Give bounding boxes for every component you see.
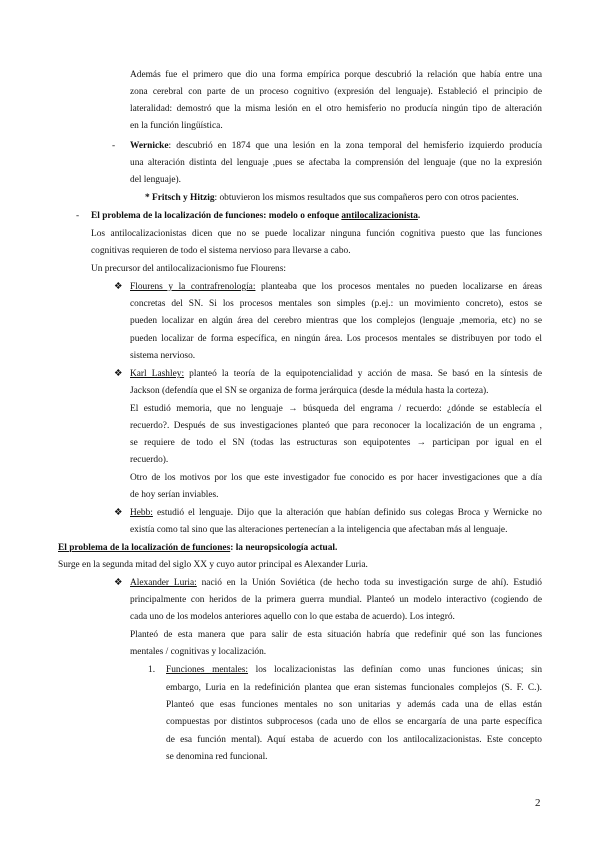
- flourens-name: Flourens y la contrafrenología:: [130, 282, 256, 292]
- lashley-line: de hoy serían inviables.: [130, 490, 219, 500]
- item1-name: Funciones mentales:: [166, 665, 249, 675]
- flourens-line: [130, 281, 542, 294]
- paragraph-line: zona cerebral con parte de un proceso cognitivo (expresión del lenguaje). Estableció el principio de: [130, 87, 542, 97]
- dash-bullet: -: [112, 141, 116, 151]
- paragraph-line: Un precursor del antilocalizacionismo fue Flourens:: [91, 264, 286, 274]
- hebb-line: existía como tal sino que las alteraciones pertenecían a la inteligencia que afectaban más al lenguaje.: [130, 525, 508, 535]
- luria-line: cada uno de los modelos anteriores aquello con lo que estaba de acuerdo). Los integró.: [130, 612, 455, 622]
- fritsch-text: : obtuvieron los mismos resultados que sus compañeros pero con otros pacientes.: [214, 193, 519, 203]
- wernicke-line: una alteración distinta del lenguaje ,pues se afectaba la comprensión del lenguaje (que no la expresión: [130, 158, 542, 168]
- item1-line: Planteó que esas funciones mentales no son unitarias y además cada una de ellas están: [166, 700, 542, 710]
- lashley-line: [130, 368, 542, 381]
- luria-line: principalmente con heridos de la primera guerra mundial. Planteó un modelo interactivo (cogiendo de: [130, 595, 542, 605]
- item1-line: se denomina red funcional.: [166, 752, 268, 762]
- lashley-line: El estudió memoria, que no lenguaje → búsqueda del engrama / recuerdo: ¿dónde se establecía el: [130, 404, 542, 414]
- dash-bullet: -: [76, 211, 80, 221]
- section-heading: [58, 542, 337, 555]
- luria-name: Alexander Luria:: [130, 578, 197, 588]
- luria-line: mentales / cognitivas y localización.: [130, 647, 267, 657]
- luria-line: [130, 577, 542, 590]
- lashley-line: Jackson (defendía que el SN se organiza de forma jerárquica (desde la médula hasta la corteza).: [130, 386, 489, 396]
- hebb-line: [130, 507, 542, 520]
- paragraph-line: Además fue el primero que dio una forma empírica porque descubrió la relación que había entre una: [130, 70, 542, 80]
- heading-rest: : la neuropsicología actual.: [230, 543, 338, 553]
- paragraph-line: cognitivas requieren de todo el sistema nervioso para llevarse a cabo.: [91, 246, 351, 256]
- section-heading: [91, 210, 420, 223]
- wernicke-text: : descubrió en 1874 que una lesión en la zona temporal del hemisferio izquierdo producía: [168, 141, 542, 151]
- flourens-line: sistema nervioso.: [130, 351, 196, 361]
- paragraph-line: Los antilocalizacionistas dicen que no se puede localizar ninguna función cognitiva puesto que las funciones: [91, 229, 542, 239]
- diamond-bullet-icon: ❖: [114, 282, 123, 292]
- flourens-line: pueden localizar de forma específica, en ningún área. Los procesos mentales se distribuyen por todo el: [130, 334, 542, 344]
- heading-underlined: antilocalizacionista: [341, 211, 418, 221]
- item1-line: embargo, Luria en la redefinición plantea que eran sistemas funcionales complejos (S. F. C.).: [166, 683, 542, 693]
- hebb-name: Hebb:: [130, 508, 153, 518]
- lashley-line: recuerdo?. Después de sus investigaciones planteó que para reconocer la localización de un engrama ,: [130, 421, 542, 431]
- lashley-line: recuerdo).: [130, 455, 169, 465]
- fritsch-line: [145, 192, 519, 205]
- item1-text: los localizacionistas las definían como unas funciones únicas; sin: [248, 665, 543, 675]
- hebb-text: estudió el lenguaje. Dijo que la alteración que habían definido sus colegas Broca y Wernicke no: [152, 508, 542, 518]
- list-number: 1.: [148, 665, 156, 675]
- diamond-bullet-icon: ❖: [114, 369, 123, 379]
- lashley-text: planteó la teoría de la equipotencialidad y acción de masa. Se basó en la síntesis de: [184, 369, 542, 379]
- paragraph-line: lateralidad: demostró que la misma lesión en el otro hemisferio no producía ningún tipo de alteración: [130, 104, 542, 114]
- paragraph-line: Surge en la segunda mitad del siglo XX y cuyo autor principal es Alexander Luria.: [58, 560, 368, 570]
- fritsch-name: * Fritsch y Hitzig: [145, 193, 215, 203]
- flourens-text: planteaba que los procesos mentales no pueden localizarse en áreas: [255, 282, 542, 292]
- wernicke-line: del lenguaje).: [130, 175, 182, 185]
- heading-underlined: El problema de la localización de funciones: [58, 543, 231, 553]
- lashley-line: Otro de los motivos por los que este investigador fue conocido es por hacer investigaciones que a día: [130, 473, 542, 483]
- luria-text: nació en la Unión Soviética (de hecho toda su investigación surge de ahí). Estudió: [196, 578, 542, 588]
- flourens-line: pueden localizar en algún área del cerebro mientras que los complejos (lenguaje ,memoria, etc) no se: [130, 316, 542, 326]
- item1-line: [166, 664, 542, 677]
- diamond-bullet-icon: ❖: [114, 508, 123, 518]
- wernicke-line: [130, 140, 542, 153]
- flourens-line: concretas del SN. Si los procesos mentales son simples (p.ej.: un movimiento concreto), estos se: [130, 299, 542, 309]
- luria-line: Planteó de esta manera que para salir de esta situación habría que redefinir qué son las funciones: [130, 630, 542, 640]
- wernicke-name: Wernicke: [130, 141, 169, 151]
- lashley-line: se requiere de todo el SN (todas las estructuras son equipotentes → participan por igual en el: [130, 438, 542, 448]
- lashley-name: Karl Lashley:: [130, 369, 185, 379]
- item1-line: de esa función mental). Aquí estaba de acuerdo con los antilocalizacionistas. Este concepto: [166, 735, 542, 745]
- heading-end: .: [417, 211, 421, 221]
- page-number: 2: [535, 797, 541, 809]
- diamond-bullet-icon: ❖: [114, 578, 123, 588]
- item1-line: compuestas por distintos subprocesos (cada uno de ellos se encargaría de una parte específica: [166, 717, 542, 727]
- paragraph-line: en la función lingüística.: [130, 121, 223, 131]
- heading-text: El problema de la localización de funciones: modelo o enfoque: [91, 211, 342, 221]
